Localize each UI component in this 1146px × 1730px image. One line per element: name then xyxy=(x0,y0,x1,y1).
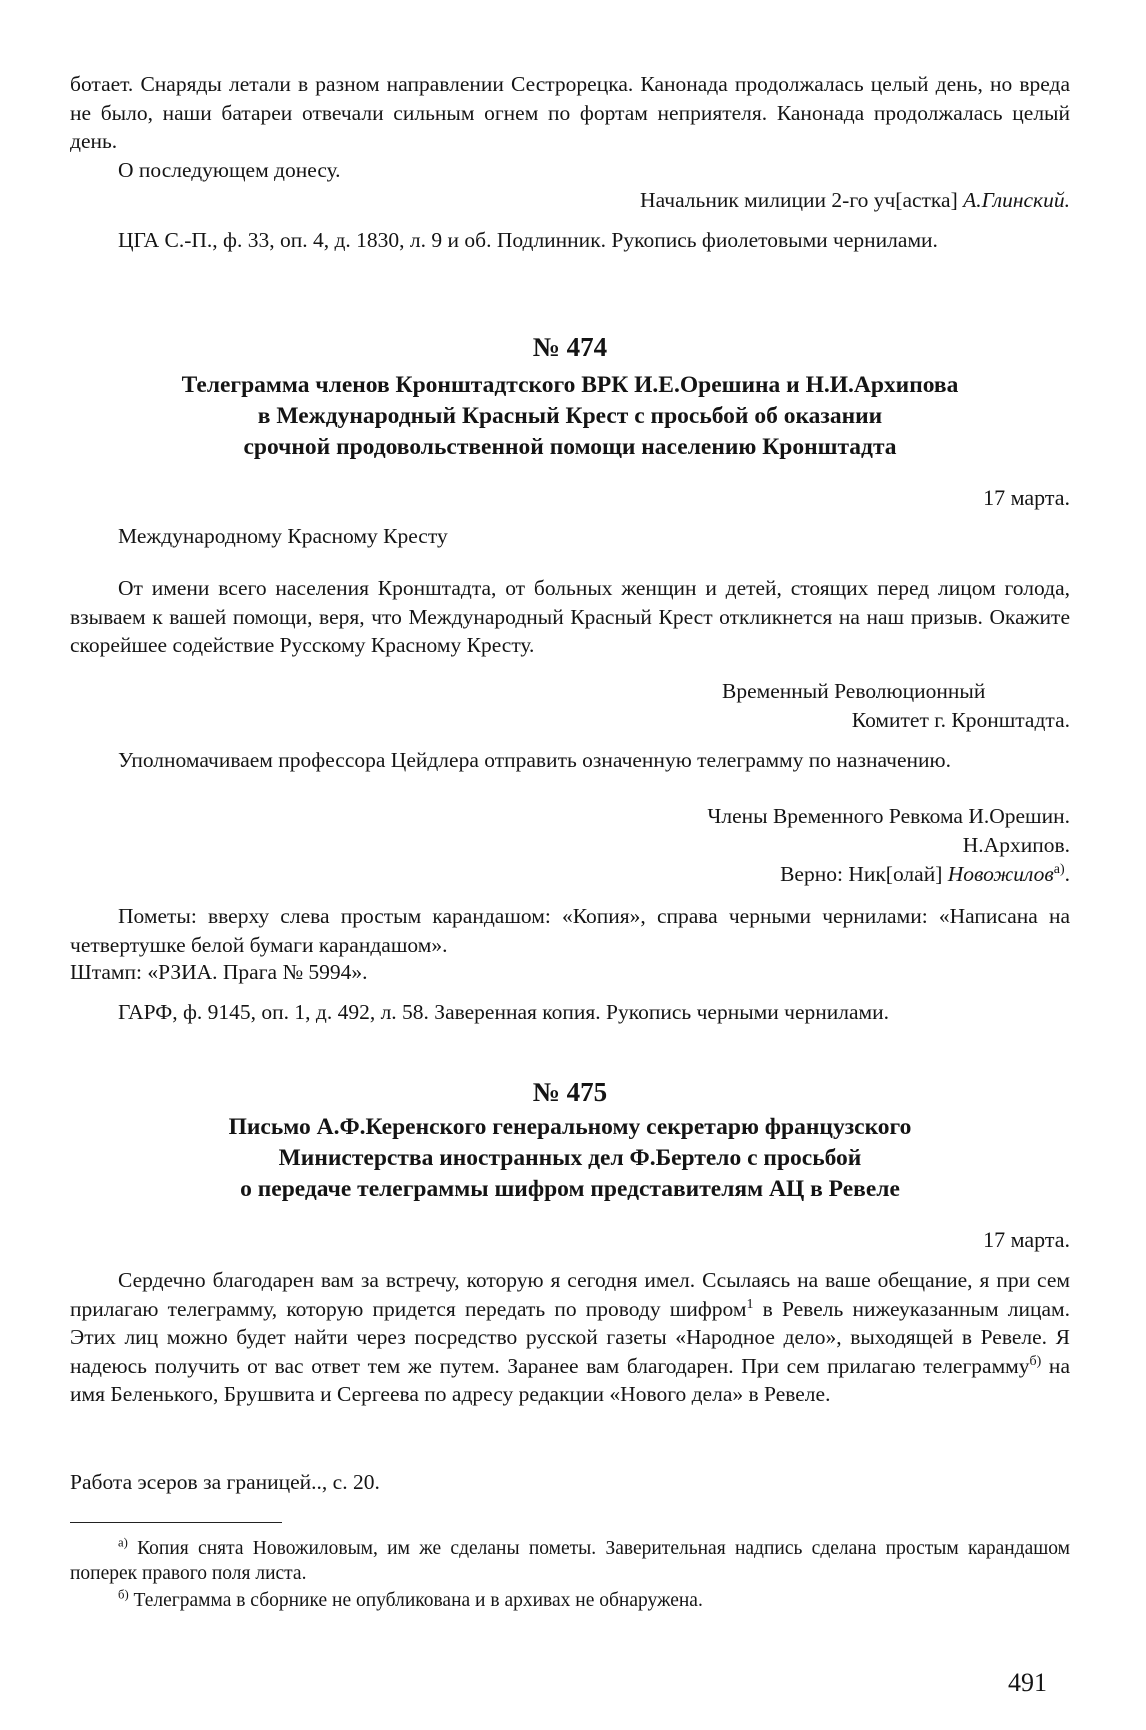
document-474-body: От имени всего населения Кронштадта, от больных женщин и детей, стоящих перед лицом голода, взываем к вашей помощи, веря, что Международный Красный Крест откликнется на наш призыв. Окажите скорейшее содействие Русскому Красному Кресту. xyxy=(70,576,1070,657)
document-474-members-line-1: Члены Временного Ревкома И.Орешин. xyxy=(707,804,1070,828)
document-474-addressee: Международному Красному Кресту xyxy=(118,524,448,548)
document-474-stamp: Штамп: «РЗИА. Прага № 5994». xyxy=(70,960,368,984)
document-475-number: № 475 xyxy=(532,1077,608,1107)
document-474-number: № 474 xyxy=(532,332,608,362)
footnote-b-text: Телеграмма в сборнике не опубликована и в архивах не обнаружена. xyxy=(128,1590,703,1611)
footnote-a-mark: а) xyxy=(118,1535,128,1550)
document-474-date: 17 марта. xyxy=(983,485,1070,510)
document-475-body: Сердечно благодарен вам за встречу, которую я сегодня имел. Ссылаясь на ваше обещание, я при сем прилагаю телеграмму, которую придется передать по проводу шифром$^1$ в Ревель нижеуказанным лицам. Этих лиц можно будет найти через посредство русской газеты «Народное дело», выходящей в Ревеле. Я надеюсь получить от вас ответ тем же путем. Заранее вам благодарен. При сем прилагаю телеграмму$^{б)}$ на имя Беленького, Брушвита и Сергеева по адресу редакции «Нового дела» в Ревеле. xyxy=(70,1268,1070,1406)
archive-source-2: ГАРФ, ф. 9145, оп. 1, д. 492, л. 58. Заверенная копия. Рукопись черными чернилами. xyxy=(118,1000,890,1024)
footnote-ref-a: а) xyxy=(1053,861,1065,877)
footnote-a-text: Копия снята Новожиловым, им же сделаны пометы. Заверительная надпись сделана простым карандашом поперек правого поля листа. xyxy=(70,1538,1070,1584)
document-474-title-line-1: Телеграмма членов Кронштадтского ВРК И.Е.Орешина и Н.И.Архипова xyxy=(181,372,959,398)
document-475-date: 17 марта. xyxy=(983,1227,1070,1252)
document-475-title-line-3: о передаче телеграммы шифром представителям АЦ в Ревеле xyxy=(240,1176,900,1202)
militia-signature-name: А.Глинский. xyxy=(963,188,1070,212)
document-474-members-line-2: Н.Архипов. xyxy=(962,833,1070,857)
document-475-title-line-2: Министерства иностранных дел Ф.Бертело с просьбой xyxy=(278,1145,862,1171)
footnote-ref-1: 1 xyxy=(746,1296,754,1312)
continuation-paragraph: ботает. Снаряды летали в разном направлении Сестрорецка. Канонада продолжалась целый день, но вреда не было, наши батареи отвечали сильным огнем по фортам неприятеля. Канонада продолжалась целый день. xyxy=(70,72,1070,153)
militia-signature-label: Начальник милиции 2-го уч[астка] xyxy=(640,188,958,212)
footnote-b xyxy=(70,1588,1070,1613)
footnote-ref-b: б) xyxy=(1029,1353,1042,1369)
document-474-authorization: Уполномачиваем профессора Цейдлера отправить означенную телеграмму по назначению. xyxy=(118,748,951,772)
continuation-closing: О последующем донесу. xyxy=(118,158,341,182)
archive-source-3: Работа эсеров за границей.., с. 20. xyxy=(70,1470,380,1494)
archive-source-1: ЦГА С.-П., ф. 33, оп. 4, д. 1830, л. 9 и об. Подлинник. Рукопись фиолетовыми чернилами. xyxy=(118,228,938,252)
page-number: 491 xyxy=(1008,1668,1047,1697)
document-474-verification: Верно: Ник[олай] Новожилов$^{а)}$. xyxy=(780,861,1070,886)
document-474-marks: Пометы: вверху слева простым карандашом: «Копия», справа черными чернилами: «Написана на четвертушке белой бумаги карандашом». xyxy=(70,904,1070,957)
footnote-divider xyxy=(70,1522,282,1523)
document-474-title-line-2: в Международный Красный Крест с просьбой об оказании xyxy=(257,403,883,429)
footnote-a xyxy=(70,1536,1070,1586)
document-474-title-line-3: срочной продовольственной помощи населению Кронштадта xyxy=(243,434,897,460)
document-475-title-line-1: Письмо А.Ф.Керенского генеральному секретарю французского xyxy=(228,1114,912,1140)
document-474-signature-line-1: Временный Революционный xyxy=(722,679,986,703)
verification-name: Новожилов xyxy=(947,862,1054,886)
verification-label: Верно: Ник[олай] xyxy=(780,862,943,886)
document-474-signature-line-2: Комитет г. Кронштадта. xyxy=(851,708,1070,732)
footnote-b-mark: б) xyxy=(118,1587,129,1602)
militia-signature xyxy=(70,186,1070,215)
